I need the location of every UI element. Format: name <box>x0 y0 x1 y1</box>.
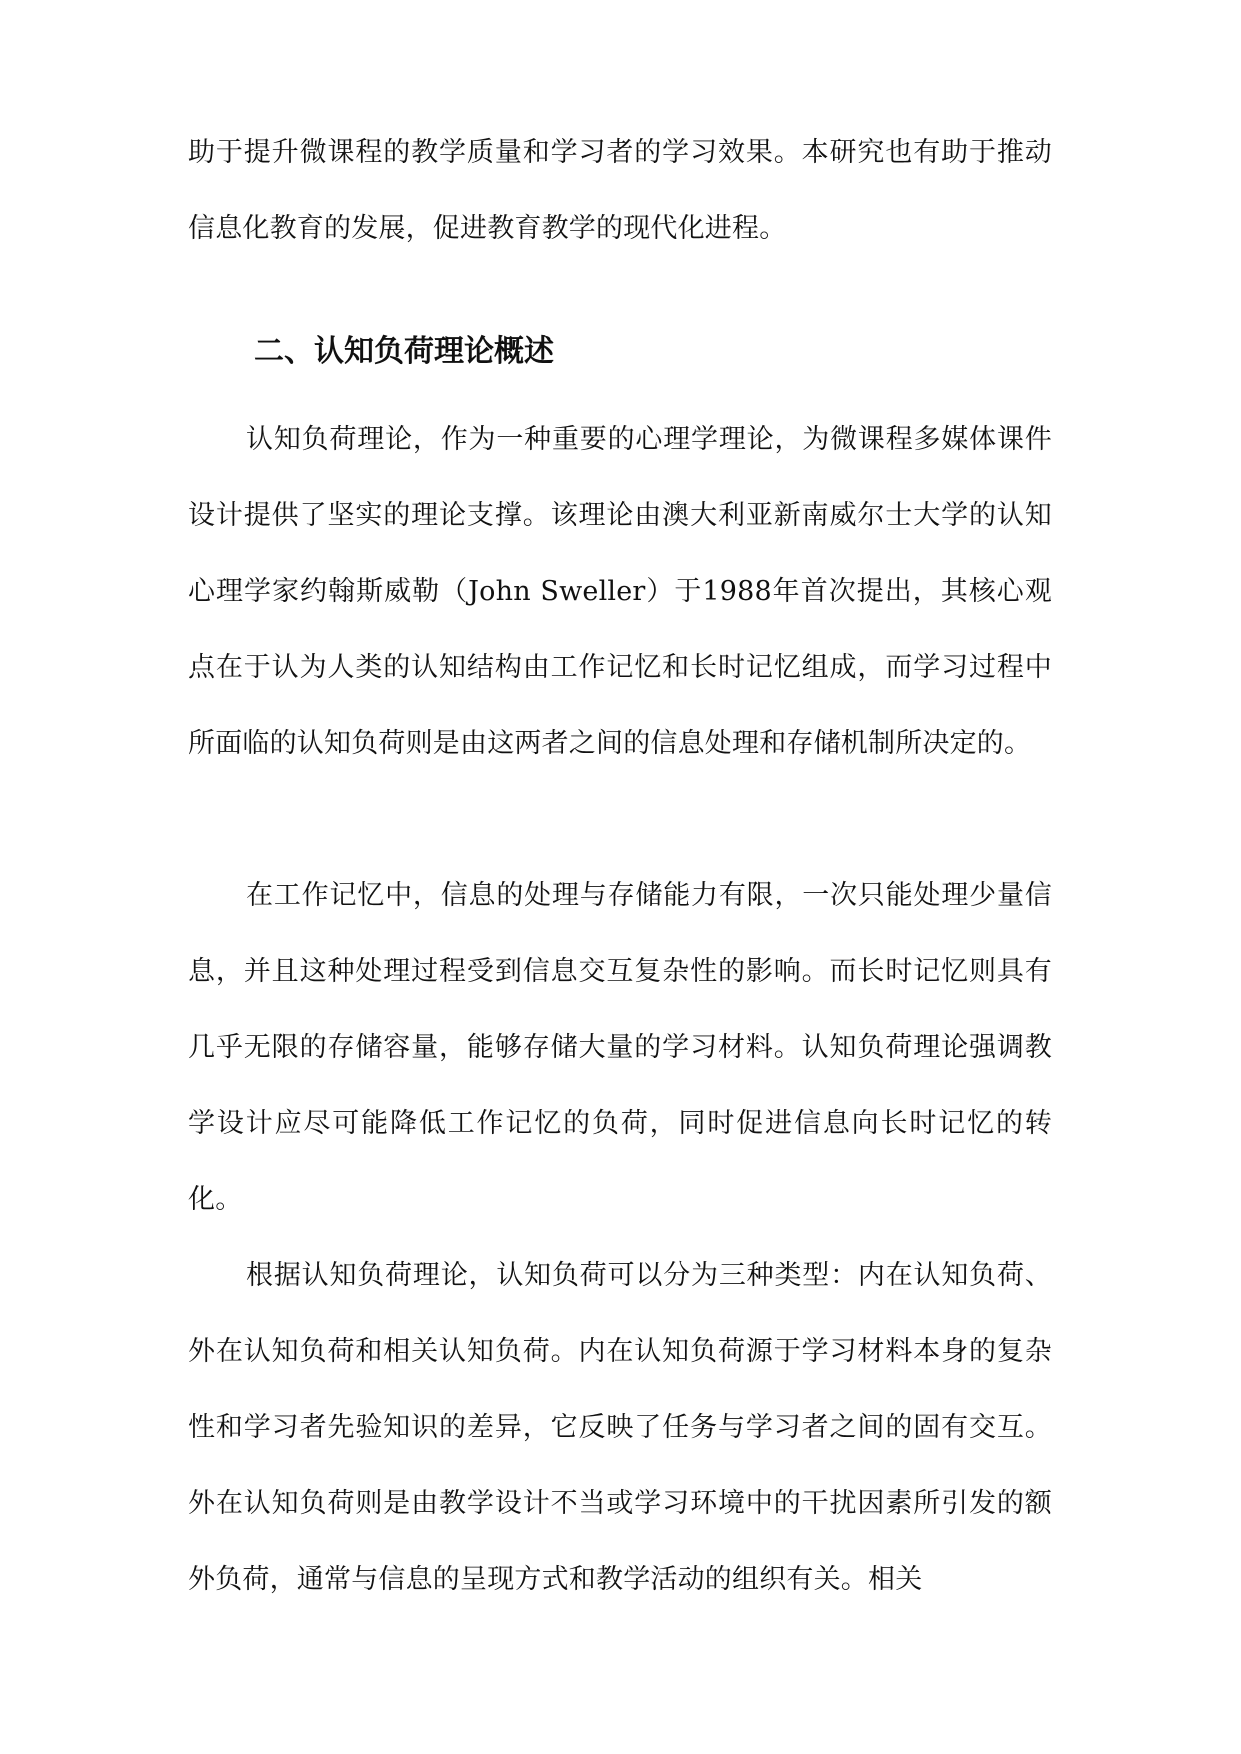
section-heading: 二、认知负荷理论概述 <box>254 334 554 369</box>
paragraph-intro-continuation: 助于提升微课程的教学质量和学习者的学习效果。本研究也有助于推动信息化教育的发展，促进教育教学的现代化进程。 <box>188 137 1052 244</box>
paragraph-load-types: 根据认知负荷理论，认知负荷可以分为三种类型：内在认知负荷、外在认知负荷和相关认知负荷。内在认知负荷源于学习材料本身的复杂性和学习者先验知识的差异，它反映了任务与学习者之间的固有交互。外在认知负荷则是由教学设计不当或学习环境中的干扰因素所引发的额外负荷，通常与信息的呈现方式和教学活动的组织有关。相关 <box>188 1260 1052 1595</box>
paragraph-theory-intro: 认知负荷理论，作为一种重要的心理学理论，为微课程多媒体课件设计提供了坚实的理论支撑。该理论由澳大利亚新南威尔士大学的认知心理学家约翰斯威勒（John Sweller）于1988年首次提出，其核心观点在于认为人类的认知结构由工作记忆和长时记忆组成，而学习过程中所面临的认知负荷则是由这两者之间的信息处理和存储机制所决定的。 <box>188 424 1052 759</box>
paragraph-working-memory: 在工作记忆中，信息的处理与存储能力有限，一次只能处理少量信息，并且这种处理过程受到信息交互复杂性的影响。而长时记忆则具有几乎无限的存储容量，能够存储大量的学习材料。认知负荷理论强调教学设计应尽可能降低工作记忆的负荷，同时促进信息向长时记忆的转化。 <box>188 880 1052 1215</box>
